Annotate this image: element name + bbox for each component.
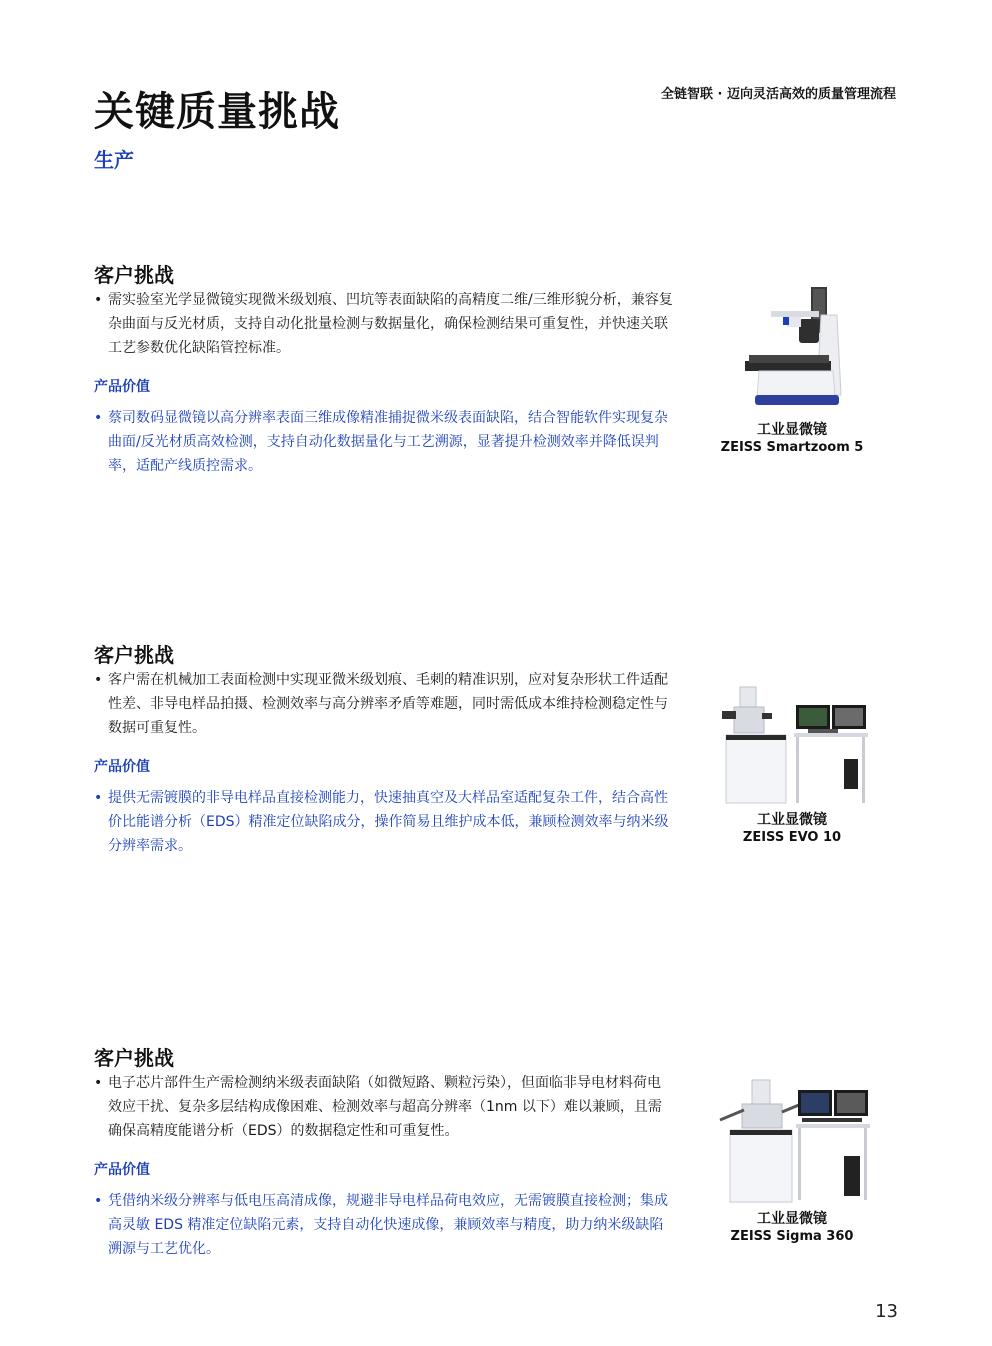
challenge-text [94,288,674,360]
page-subtitle: 生产 [94,148,134,172]
challenge-text [94,668,674,740]
bullet-icon: • [94,1075,103,1091]
evo-sem-image [712,683,872,807]
value-text [94,1189,674,1261]
product-card [706,285,878,457]
value-label: 产品价值 [94,1162,150,1178]
product-name: ZEISS Sigma 360 [730,1229,854,1244]
bullet-icon: • [94,410,103,426]
value-text [94,786,674,858]
bullet-icon: • [94,672,103,688]
challenge-paragraph: 需实验室光学显微镜实现微米级划痕、凹坑等表面缺陷的高精度二维/三维形貌分析，兼容复杂曲面与反光材质，支持自动化批量检测与数据量化，确保检测结果可重复性，并快速关联工艺参数优化缺陷管控标准。 [108,292,673,356]
bullet-icon: • [94,292,103,308]
product-name: ZEISS EVO 10 [742,830,842,845]
bullet-icon: • [94,790,103,806]
page-title: 关键质量挑战 [94,89,340,135]
product-category: 工业显微镜 [757,812,827,828]
challenge-paragraph: 客户需在机械加工表面检测中实现亚微米级划痕、毛刺的精准识别，应对复杂形状工件适配性差、非导电样品拍摄、检测效率与高分辨率矛盾等难题，同时需低成本维持检测稳定性与数据可重复性。 [108,672,668,736]
sigma-sem-image [712,1076,872,1206]
value-label: 产品价值 [94,379,150,395]
product-card [706,1076,878,1246]
challenge-paragraph: 电子芯片部件生产需检测纳米级表面缺陷（如微短路、颗粒污染），但面临非导电材料荷电效应干扰、复杂多层结构成像困难、检测效率与超高分辨率（1nm 以下）难以兼顾，且需确保高精度能谱分析（EDS）的数据稳定性和可重复性。 [108,1075,662,1139]
value-paragraph: 提供无需镀膜的非导电样品直接检测能力，快速抽真空及大样品室适配复杂工件，结合高性价比能谱分析（EDS）精准定位缺陷成分，操作简易且维护成本低，兼顾检测效率与纳米级分辨率需求。 [108,790,669,854]
value-paragraph: 蔡司数码显微镜以高分辨率表面三维成像精准捕捉微米级表面缺陷，结合智能软件实现复杂曲面/反光材质高效检测，支持自动化数据量化与工艺溯源，显著提升检测效率并降低误判率，适配产线质控需求。 [108,410,668,474]
challenge-section-1 [0,259,992,499]
value-text [94,406,674,478]
challenge-section-2 [0,639,992,879]
challenge-text [94,1071,674,1143]
value-paragraph: 凭借纳米级分辨率与低电压高清成像，规避非导电样品荷电效应，无需镀膜直接检测；集成高灵敏 EDS 精准定位缺陷元素，支持自动化快速成像，兼顾效率与精度，助力纳米级缺陷溯源与工艺优化。 [108,1193,668,1257]
header-tagline: 全链智联 · 迈向灵活高效的质量管理流程 [661,87,896,102]
section-heading: 客户挑战 [94,1046,174,1070]
section-heading: 客户挑战 [94,263,174,287]
section-heading: 客户挑战 [94,643,174,667]
product-card [706,683,878,847]
value-label: 产品价值 [94,759,150,775]
product-category: 工业显微镜 [757,1211,827,1227]
smartzoom-microscope-image [737,285,847,417]
bullet-icon: • [94,1193,103,1209]
product-category: 工业显微镜 [757,422,827,438]
product-name: ZEISS Smartzoom 5 [720,440,864,455]
page-number: 13 [875,1301,898,1322]
challenge-section-3 [0,1042,992,1282]
